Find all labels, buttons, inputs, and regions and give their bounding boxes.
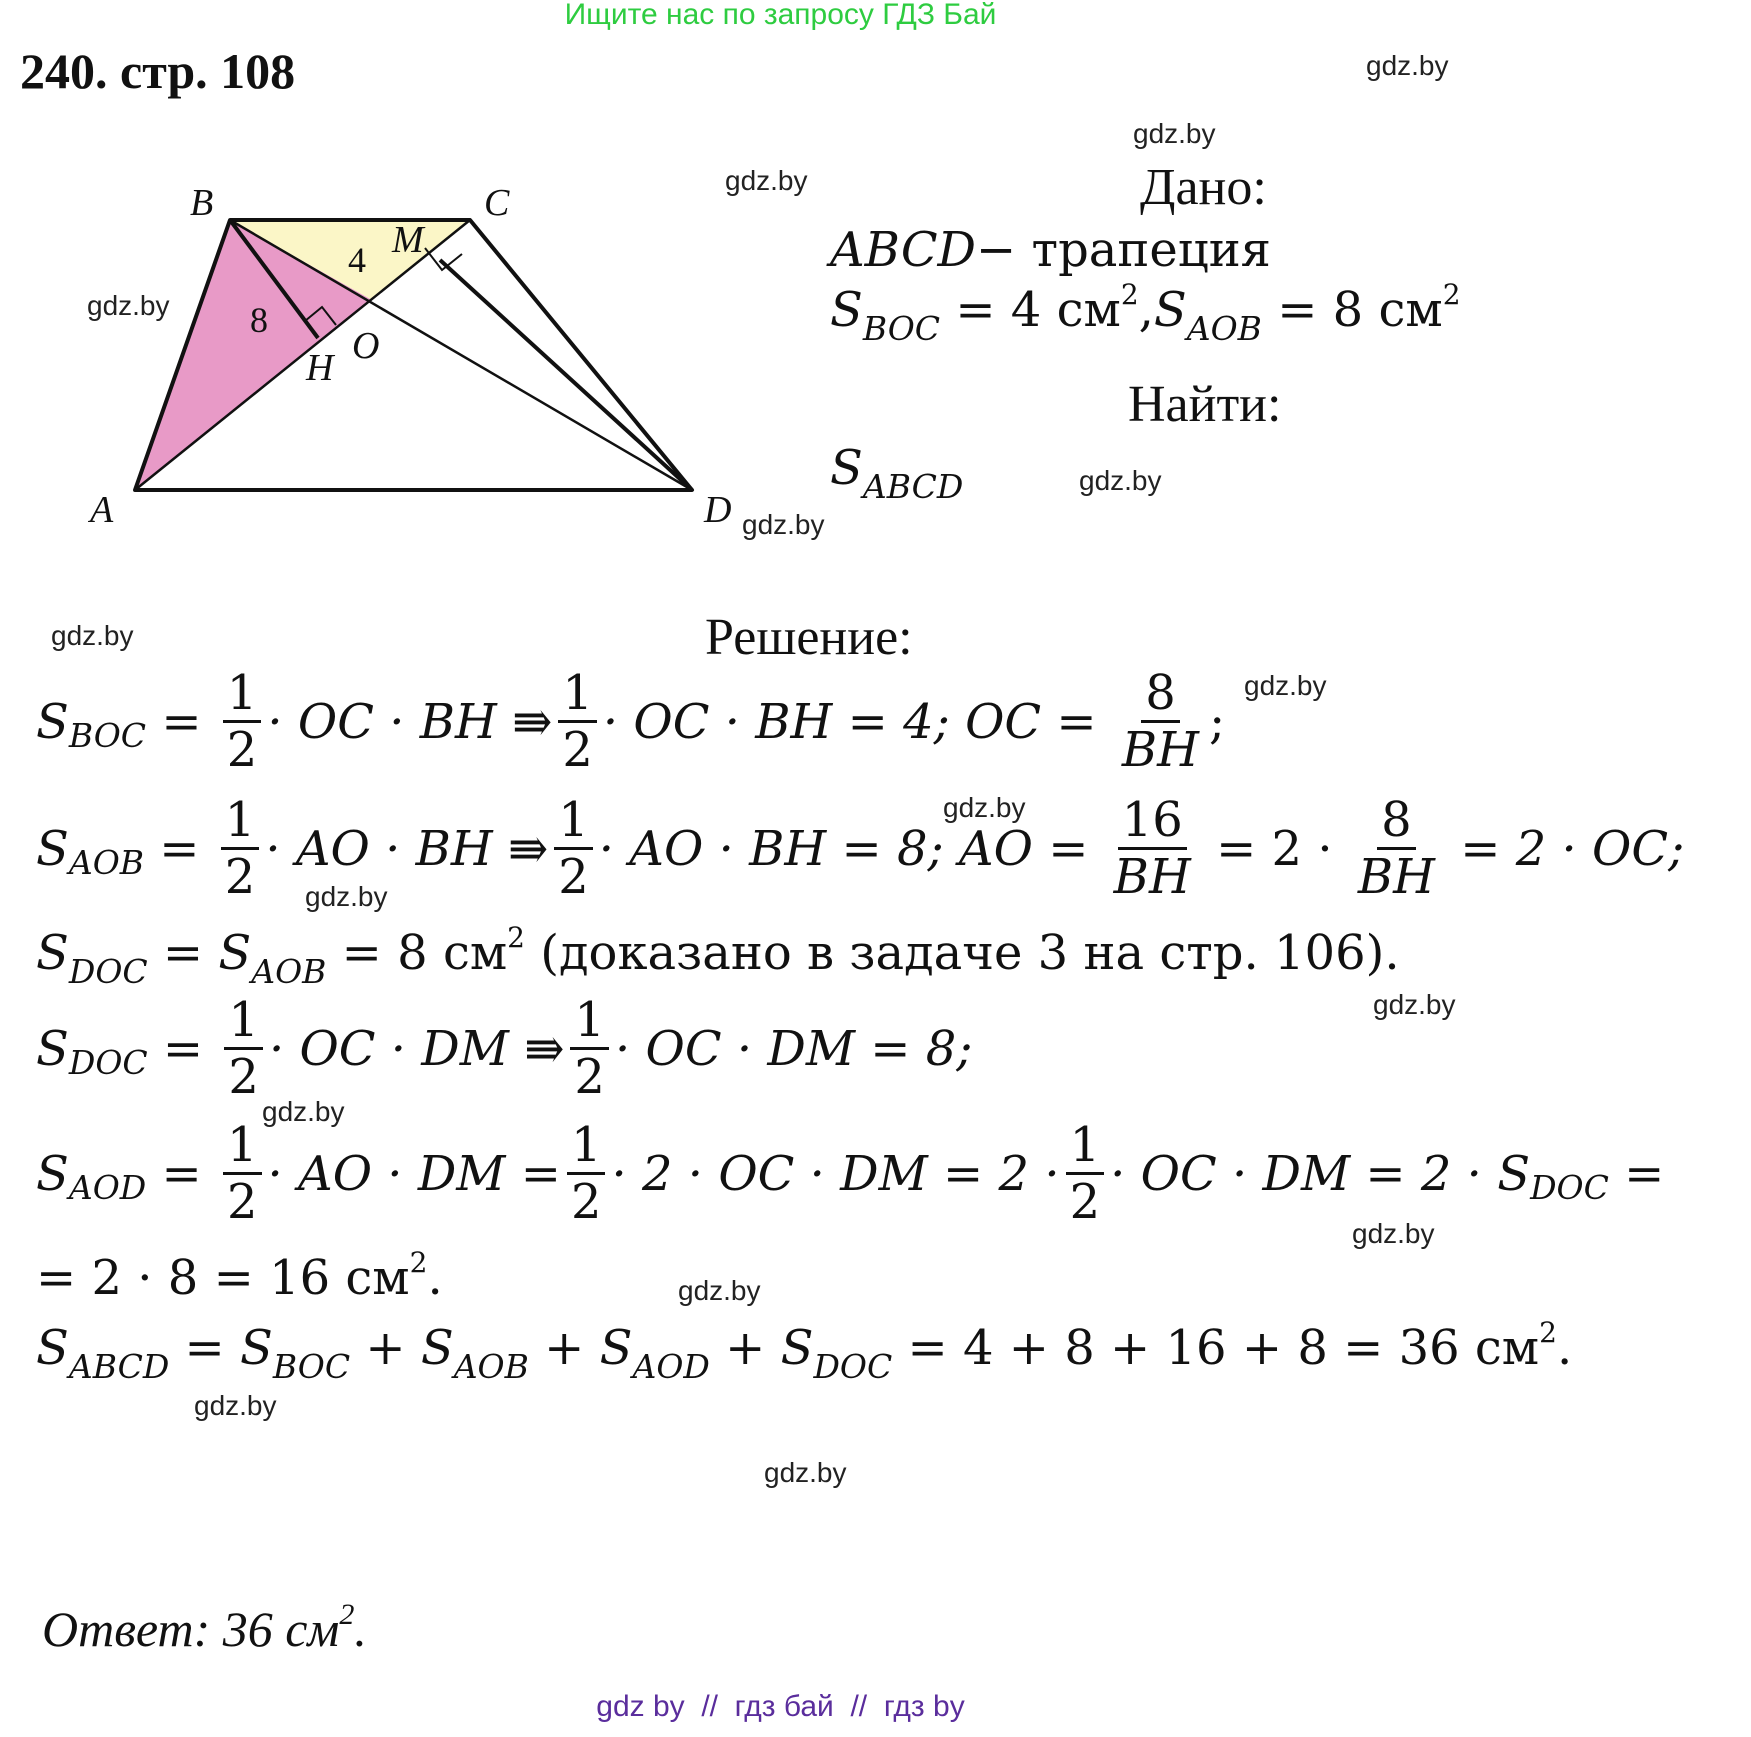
expression: = 8 см [326,925,508,981]
equals: = [1608,1145,1665,1202]
denominator: 2 [226,722,258,779]
expression: = 2 · 8 = 16 см [36,1250,410,1306]
trapezoid-figure [0,0,900,560]
fraction-8-over-bh [1354,792,1439,906]
watermark: gdz.by [742,509,825,540]
fraction-half [223,1117,262,1231]
solution-line-6 [36,1246,443,1306]
denominator: BH [1357,849,1435,906]
given-value: = 8 см [1261,282,1443,338]
given-abcd: ABCD [830,222,977,278]
superscript: 2 [507,921,525,954]
plus: + [350,1320,421,1376]
subscript: AOD [632,1347,710,1386]
watermark: gdz.by [1366,50,1449,81]
subscript: DOC [813,1347,893,1386]
period: . [354,1601,367,1657]
comma: , [1138,282,1154,338]
subscript: AOB [1186,309,1262,348]
equals: = [147,925,219,981]
subscript: AOD [68,1168,147,1208]
numerator: 1 [223,1120,262,1175]
subscript: BOC [272,1347,351,1386]
area-label-boc: 4 [348,240,366,280]
given-line-1 [830,222,1271,278]
subscript: DOC [1530,1168,1609,1208]
s-symbol: S [1497,1145,1531,1202]
equals: = [146,1145,217,1202]
subscript: ABCD [862,467,964,506]
plus: + [528,1320,600,1376]
s-symbol: S [36,1145,69,1202]
label-m: M [392,219,424,261]
equals: = [144,820,215,877]
numerator: 1 [224,995,263,1050]
equals: = [169,1320,241,1376]
numerator: 8 [1377,795,1416,850]
s-symbol: S [830,440,863,496]
plus: + [709,1320,781,1376]
numerator: 1 [567,1120,606,1175]
expression: = 4 + 8 + 16 + 8 = 36 см [892,1320,1540,1376]
numerator: 1 [554,795,593,850]
watermark: gdz.by [1352,1218,1435,1249]
denominator: 2 [570,1174,602,1231]
s-symbol: S [780,1320,814,1376]
expression: = 2 · [1200,820,1348,877]
height-dm [440,260,692,490]
watermark: gdz.by [1079,465,1162,496]
denominator: BH [1121,722,1200,779]
watermark: gdz.by [87,290,170,321]
equals: = [146,693,217,750]
numerator: 16 [1118,795,1187,850]
proof-note: (доказано в задаче 3 на стр. 106). [525,925,1400,981]
s-symbol: S [218,925,252,981]
semicolon: ; [1209,693,1226,750]
numerator: 1 [221,795,260,850]
s-symbol: S [599,1320,633,1376]
denominator: BH [1113,849,1191,906]
footer-links[interactable]: gdz by // гдз бай // гдз by [596,1690,965,1723]
expression: · AO · DM = [267,1145,561,1202]
expression: · OC · DM ⇛ [268,1020,565,1077]
fraction-half [558,665,597,779]
label-a: A [90,489,114,531]
watermark: gdz.by [194,1390,277,1421]
solution-line-7 [36,1316,1573,1386]
numerator: 1 [223,668,262,723]
s-symbol: S [1153,282,1187,338]
answer-text: Ответ: 36 см [42,1601,340,1657]
s-symbol: S [36,1020,69,1077]
solution-line-2 [36,792,1685,906]
numerator: 1 [558,668,597,723]
expression: · OC · DM = 2 · [1110,1145,1498,1202]
expression: = 2 · OC; [1445,820,1685,877]
area-label-aob: 8 [250,300,268,340]
solution-title: Решение: [705,609,913,666]
expression: · OC · BH = 4; OC = [602,693,1112,750]
solution-line-3 [36,921,1400,991]
fraction-half [1066,1117,1105,1231]
label-b: B [190,182,214,224]
fraction-half [567,1117,606,1231]
watermark: gdz.by [678,1275,761,1306]
given-trapezoid: − трапеция [976,222,1271,278]
denominator: 2 [226,1174,258,1231]
s-symbol: S [36,820,69,877]
find-target [830,440,964,506]
subscript: BOC [68,716,147,756]
label-o: O [352,325,380,367]
subscript: AOB [453,1347,529,1386]
denominator: 2 [1069,1174,1101,1231]
watermark: gdz.by [764,1457,847,1488]
watermark: gdz.by [725,165,808,196]
period: . [1556,1320,1573,1376]
fraction-16-over-bh [1110,792,1195,906]
page-heading: 240. стр. 108 [20,43,296,99]
fraction-half [570,992,609,1106]
expression: · AO · BH = 8; AO = [598,820,1104,877]
given-line-2 [830,278,1461,348]
superscript: 2 [409,1246,428,1279]
numerator: 1 [570,995,609,1050]
solution-line-1 [36,665,1226,779]
subscript: AOB [68,843,145,883]
s-symbol: S [830,282,863,338]
s-symbol: S [36,1320,69,1376]
fraction-half [554,792,593,906]
equals: = [147,1020,219,1077]
solution-line-5 [36,1117,1665,1231]
denominator: 2 [574,1049,605,1106]
s-symbol: S [36,693,69,750]
label-h: H [306,347,334,389]
watermark: gdz.by [1133,118,1216,149]
s-symbol: S [240,1320,273,1376]
expression: · AO · BH ⇛ [265,820,549,877]
subscript: DOC [68,1043,148,1083]
watermark: gdz.by [305,881,388,912]
denominator: 2 [228,1049,259,1106]
top-banner[interactable]: Ищите нас по запросу ГДЗ Бай [564,0,997,31]
expression: · OC · BH ⇛ [267,693,553,750]
label-d: D [704,489,732,531]
superscript: 2 [339,1598,355,1631]
superscript: 2 [1539,1316,1557,1349]
fraction-half [224,992,263,1106]
denominator: 2 [562,722,593,779]
superscript: 2 [1120,278,1139,311]
s-symbol: S [36,925,69,981]
fraction-half [223,665,262,779]
denominator: 2 [558,849,589,906]
subscript: ABCD [68,1347,170,1386]
subscript: AOB [251,952,327,991]
watermark: gdz.by [943,792,1026,823]
numerator: 8 [1141,668,1180,723]
watermark: gdz.by [51,620,134,651]
given-value: = 4 см [940,282,1121,338]
fraction-half [221,792,260,906]
find-title: Найти: [1128,376,1282,433]
label-c: C [484,182,510,224]
expression: · OC · DM = 8; [614,1020,973,1077]
expression: · 2 · OC · DM = 2 · [611,1145,1060,1202]
watermark: gdz.by [1244,670,1327,701]
period: . [427,1250,443,1306]
fraction-8-over-bh [1118,665,1203,779]
numerator: 1 [1066,1120,1105,1175]
watermark: gdz.by [262,1096,345,1127]
subscript: DOC [68,952,148,991]
subscript: BOC [862,309,941,348]
superscript: 2 [1442,278,1461,311]
given-title: Дано: [1140,159,1267,216]
s-symbol: S [420,1320,454,1376]
solution-line-4 [36,992,973,1106]
denominator: 2 [224,849,256,906]
watermark: gdz.by [1373,989,1456,1020]
answer [42,1600,367,1658]
